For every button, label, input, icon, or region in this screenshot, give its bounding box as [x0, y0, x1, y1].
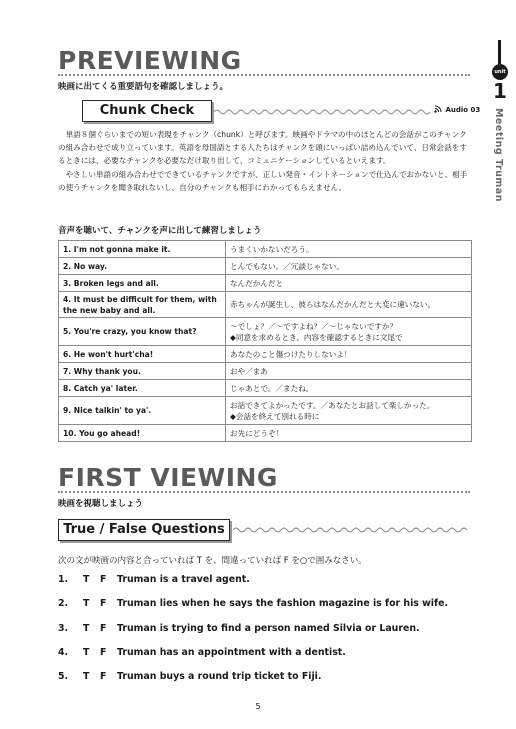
chunk-ja — [226, 318, 472, 346]
chunk-check-title: Chunk Check — [82, 100, 212, 122]
chunk-en: 4. It must be difficult for them, with the new baby and all. — [59, 292, 226, 318]
table-row — [59, 292, 472, 318]
question-number: 5. — [58, 671, 69, 682]
chunk-ja: お先にどうぞ！ — [226, 425, 472, 442]
question-number: 4. — [58, 647, 69, 658]
question-text: Truman has an appointment with a dentist. — [117, 647, 346, 658]
chunk-intro — [58, 128, 470, 194]
question-number: 3. — [58, 623, 69, 634]
true-option[interactable]: T — [83, 647, 90, 658]
chunk-en: 9. Nice talkin' to ya'. — [59, 397, 226, 425]
table-row — [59, 425, 472, 442]
audio-label: Audio 03 — [445, 106, 481, 114]
chunk-en: 2. No way. — [59, 258, 226, 275]
true-false-instruction: 次の文が映画の内容と合っていれば T を、間違っていれば F を○で囲みなさい。 — [58, 556, 367, 566]
true-option[interactable]: T — [83, 671, 90, 682]
chunk-table — [58, 240, 472, 442]
table-row — [59, 258, 472, 275]
question-number: 2. — [58, 598, 69, 609]
question-item — [58, 671, 478, 685]
chunk-ja-line: お話できてよかったです。／あなたとお話して楽しかった。 — [230, 400, 435, 410]
chunk-en: 5. You're crazy, you know that? — [59, 318, 226, 346]
chunk-ja-note: ◆同意を求めるとき、内容を確認するときに文尾で — [230, 332, 403, 342]
audio-wave-icon — [434, 105, 443, 113]
true-option[interactable]: T — [83, 574, 90, 585]
first-viewing-subtitle: 映画を視聴しましょう — [58, 499, 144, 509]
table-row — [59, 380, 472, 397]
question-item — [58, 623, 478, 637]
question-text: Truman lies when he says the fashion magazine is for his wife. — [117, 598, 449, 609]
chunk-ja: とんでもない。／冗談じゃない。 — [226, 258, 472, 275]
table-row — [59, 363, 472, 380]
previewing-heading: PREVIEWING — [58, 46, 242, 75]
chunk-ja: あなたのこと傷つけたりしないよ！ — [226, 346, 472, 363]
chunk-en: 7. Why thank you. — [59, 363, 226, 380]
chunk-ja: なんだかんだと — [226, 275, 472, 292]
question-number: 1. — [58, 574, 69, 585]
previewing-divider — [58, 74, 470, 76]
chunk-en: 10. You go ahead! — [59, 425, 226, 442]
true-option[interactable]: T — [83, 623, 90, 634]
false-option[interactable]: F — [100, 598, 107, 609]
true-false-title: True / False Questions — [58, 519, 230, 541]
chunk-instruction: 音声を聴いて、チャンクを声に出して練習しましょう — [58, 226, 262, 236]
false-option[interactable]: F — [100, 623, 107, 634]
chunk-ja: 赤ちゃんが誕生し、彼らはなんだかんだと大変に違いない。 — [226, 292, 472, 318]
true-false-wavy-line — [233, 526, 471, 534]
question-item — [58, 574, 478, 588]
unit-badge: unit — [492, 64, 508, 80]
question-text: Truman buys a round trip ticket to Fiji. — [117, 671, 322, 682]
chunk-ja-note: ◆会話を終えて別れる時に — [230, 411, 320, 421]
audio-track-label — [434, 105, 480, 114]
table-row — [59, 346, 472, 363]
true-option[interactable]: T — [83, 598, 90, 609]
chunk-en: 8. Catch ya' later. — [59, 380, 226, 397]
chunk-ja: じゃあとで。／またね。 — [226, 380, 472, 397]
table-row — [59, 275, 472, 292]
tab-top-bar — [498, 40, 501, 64]
question-text: Truman is trying to find a person named Silvia or Lauren. — [117, 623, 420, 634]
chunk-en: 6. He won't hurt'cha! — [59, 346, 226, 363]
chunk-ja: うまくいかないだろう。 — [226, 241, 472, 258]
table-row — [59, 397, 472, 425]
chunk-ja-line: ～でしょ？／～ですよね？／～じゃないですか？ — [230, 321, 398, 331]
chunk-en: 3. Broken legs and all. — [59, 275, 226, 292]
question-text: Truman is a travel agent. — [117, 574, 250, 585]
table-row — [59, 318, 472, 346]
unit-title: Meeting Truman — [493, 108, 504, 202]
false-option[interactable]: F — [100, 671, 107, 682]
chunk-ja: おや／まあ — [226, 363, 472, 380]
unit-side-tab — [482, 40, 516, 202]
question-item — [58, 598, 478, 612]
page-number: 5 — [255, 702, 261, 711]
chunk-en: 1. I'm not gonna make it. — [59, 241, 226, 258]
false-option[interactable]: F — [100, 574, 107, 585]
previewing-subtitle: 映画に出てくる重要語句を確認しましょう。 — [58, 82, 229, 92]
first-viewing-divider — [58, 491, 470, 493]
chunk-intro-paragraph-1: 単語８個ぐらいまでの短い表現をチャンク（chunk）と呼びます。映画やドラマの中のほとんどの会話がこのチャンクの組み合わせで成り立っています。英語を母国語とする人たちはチャンクを頭にいっぱい詰め込んでいて、日常会話をするときには、必要なチャンクを必要なだけ取り出して、コミュニケーションしているといえます。 — [58, 130, 467, 166]
table-row — [59, 241, 472, 258]
question-item — [58, 647, 478, 661]
unit-number: 1 — [493, 79, 507, 103]
false-option[interactable]: F — [100, 647, 107, 658]
chunk-check-wavy-line — [214, 108, 432, 116]
chunk-intro-paragraph-2: やさしい単語の組み合わせでできているチャンクですが、正しい発音・イントネーションで仕込んでおかないと、相手の使うチャンクを聞き取れないし、自分のチャンクも相手にわかってもらえません。 — [58, 169, 468, 192]
first-viewing-heading: FIRST VIEWING — [58, 463, 278, 492]
chunk-ja — [226, 397, 472, 425]
